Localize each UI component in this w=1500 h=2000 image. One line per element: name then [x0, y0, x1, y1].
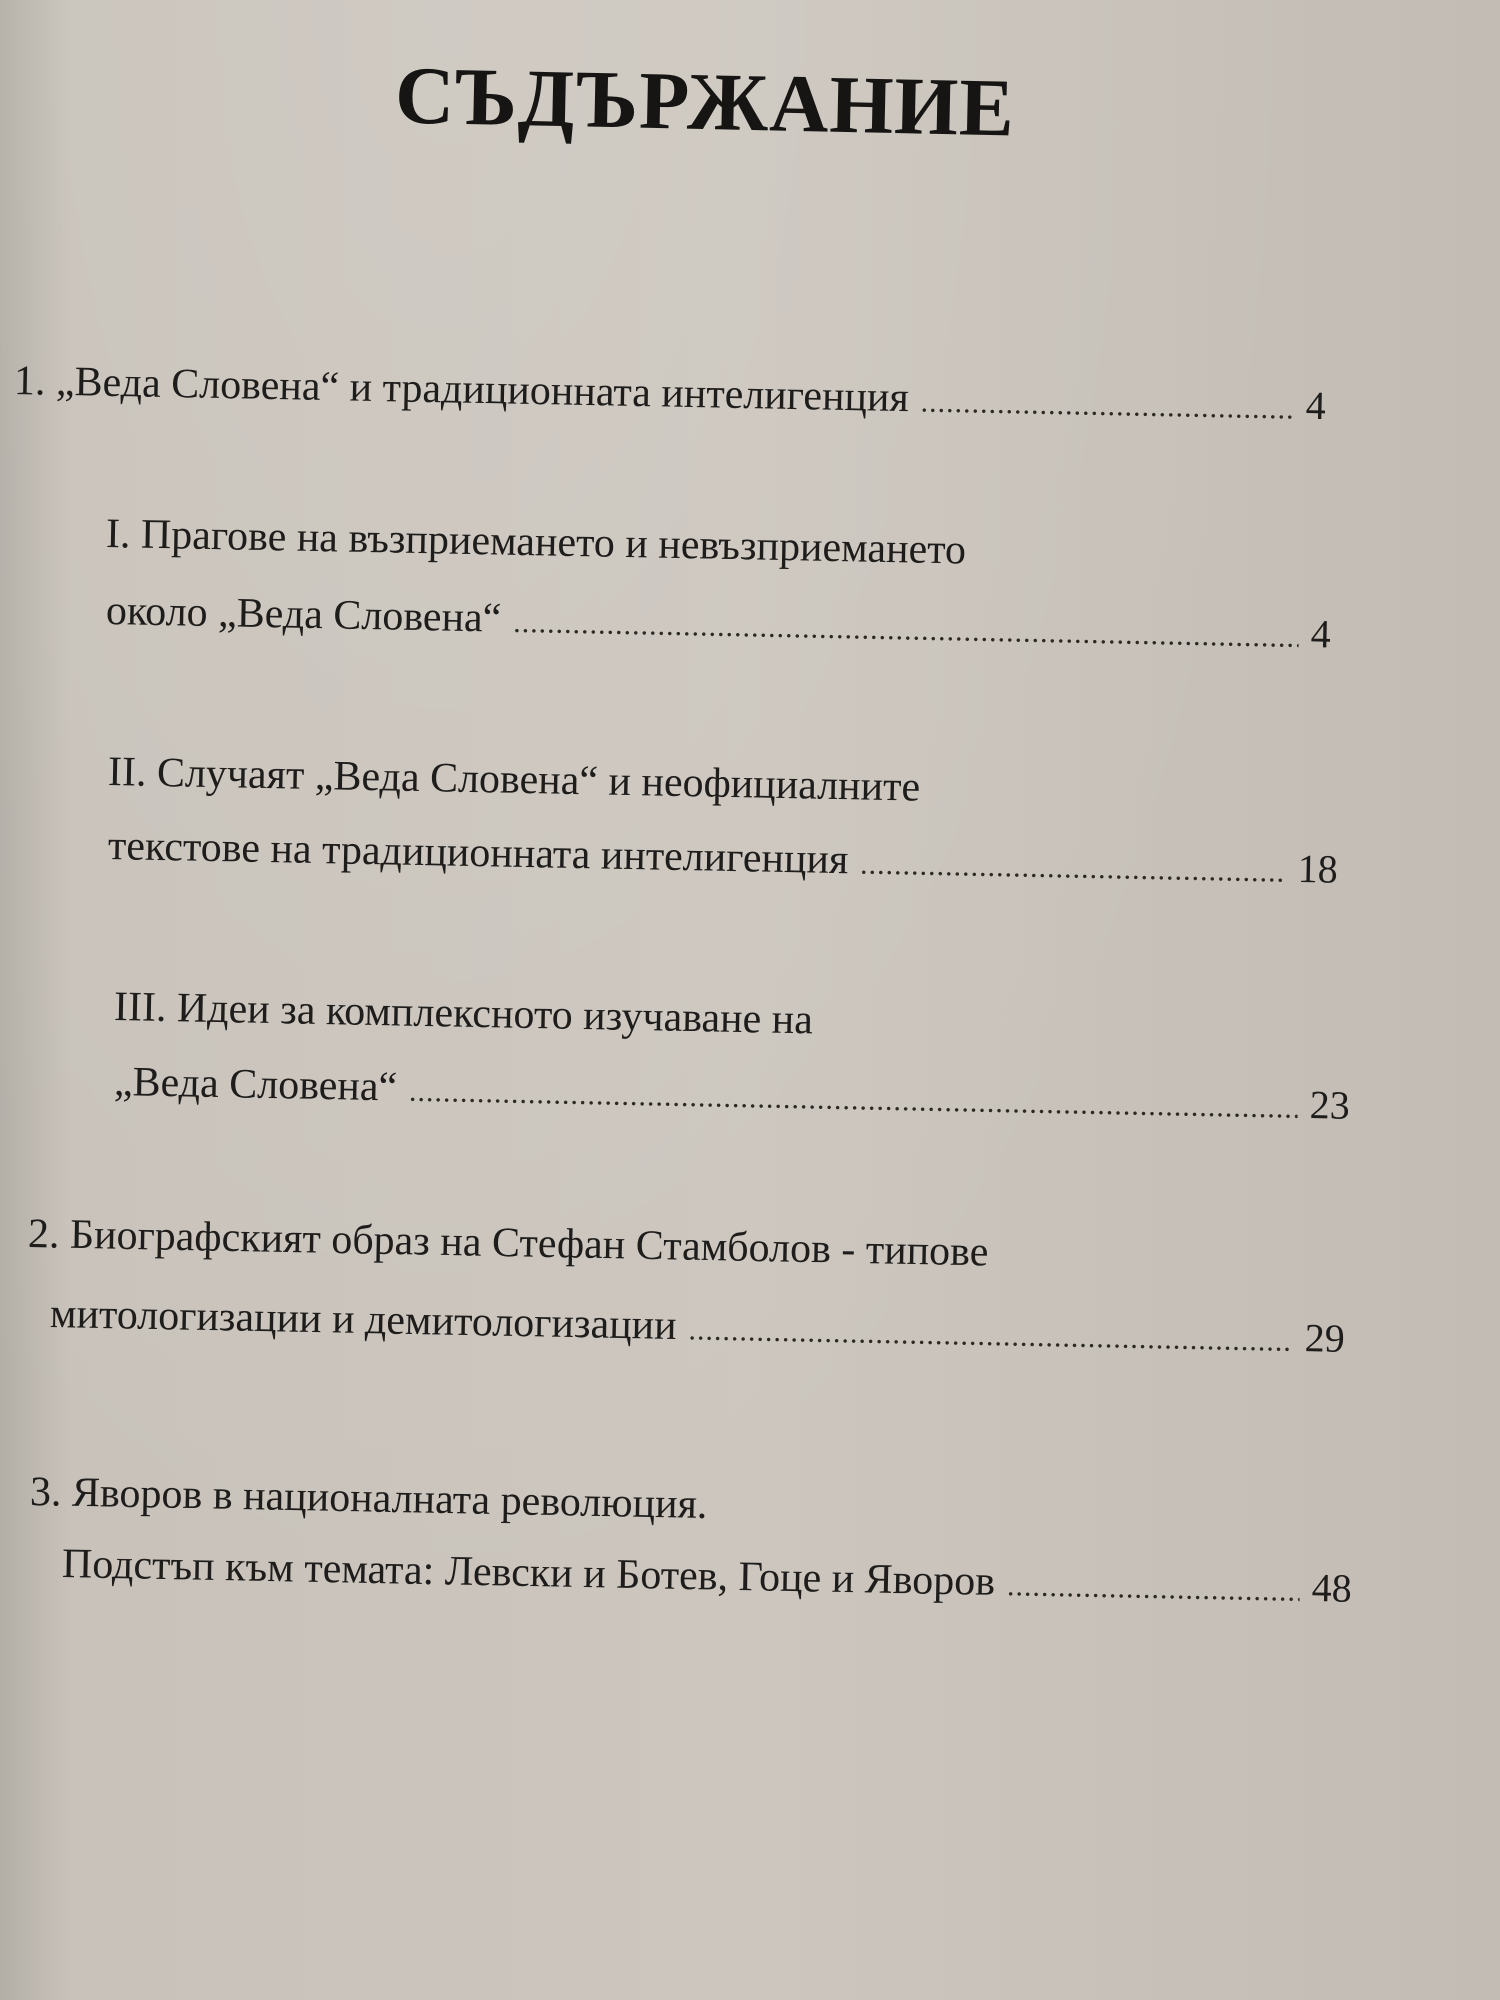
toc-entry-2-text-cont: митологизации и демитологизации: [49, 1291, 678, 1350]
dot-leader: [513, 606, 1299, 655]
toc-entry-I-text-cont: около „Веда Словена“: [105, 588, 502, 642]
toc-entry-I-text: I. Прагове на възприемането и невъзприемането: [105, 511, 967, 574]
toc-entry-III-line1: [114, 983, 1015, 1048]
toc-entry-1-page: 4: [1305, 382, 1327, 429]
toc-entry-III-text: III. Идеи за комплексното изучаване на: [113, 984, 814, 1044]
toc-entry-2-text: 2. Биографският образ на Стефан Стамболов - типове: [27, 1211, 989, 1276]
toc-entry-II-page: 18: [1297, 845, 1339, 892]
toc-entry-III-text-cont: „Веда Словена“: [113, 1059, 398, 1111]
dot-leader: [1007, 1569, 1300, 1609]
toc-entry-II-line2: [108, 822, 1339, 894]
toc-entry-II-line1: [108, 748, 1109, 815]
toc-entry-1: [14, 357, 1327, 430]
toc-entry-II-text-cont: текстове на традиционната интелигенция: [107, 823, 849, 884]
toc-entry-II-text: II. Случаят „Веда Словена“ и неофициалните: [107, 749, 921, 811]
toc-entry-3-page: 48: [1311, 1565, 1353, 1611]
toc-entry-3-line2: [62, 1540, 1353, 1613]
toc-entry-1-text: 1. „Веда Словена“ и традиционната интелигенция: [13, 358, 910, 422]
toc-entry-III-page: 23: [1309, 1081, 1351, 1128]
toc-entry-2-page: 29: [1304, 1315, 1346, 1361]
dot-leader: [920, 385, 1294, 426]
toc-entry-I-line1: [106, 510, 1137, 578]
toc-entry-I-page: 4: [1310, 611, 1332, 657]
toc-entry-3-text-cont: Подстъп към темата: Левски и Ботев, Гоце и Яворов: [61, 1541, 996, 1605]
toc-entry-3-text: 3. Яворов в националната революция.: [29, 1469, 708, 1529]
dot-leader: [860, 847, 1286, 889]
page-title: СЪДЪРЖАНИЕ: [394, 49, 1016, 154]
toc-entry-2-line1: [28, 1210, 1129, 1279]
toc-entry-I-line2: [106, 587, 1332, 659]
toc-entry-III-line2: [114, 1058, 1351, 1130]
toc-entry-2-line2: [50, 1290, 1346, 1363]
dot-leader: [688, 1313, 1293, 1359]
toc-entry-3-line1: [30, 1468, 931, 1533]
dot-leader: [409, 1075, 1298, 1126]
